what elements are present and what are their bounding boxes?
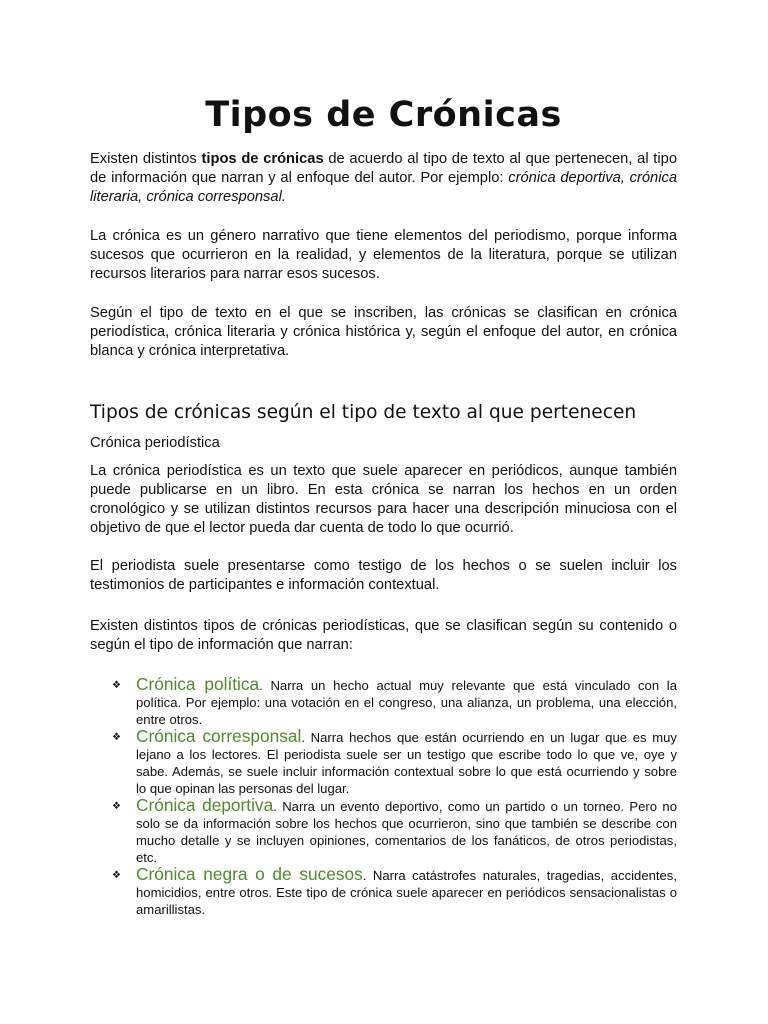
bullet-text: . Narra un hecho actual muy relevante que está vinculado con la política. Por ejemplo: una votación en el congreso, una alianza, un problema, una elección, entre otros.	[136, 678, 677, 727]
bullet-text: . Narra hechos que están ocurriendo en un lugar que es muy lejano a los lectores. El periodista suele ser un testigo que escribe todo lo que ve, oye y sabe. Además, se suele incluir información contextual sobre lo que está ocurriendo y sobre lo que opinan las personas del lugar.	[136, 730, 677, 796]
bullet-term: Crónica deportiva	[136, 795, 274, 815]
diamond-bullet-icon: ❖	[112, 732, 121, 743]
paragraph-periodistica: La crónica periodística es un texto que suele aparecer en periódicos, aunque también puede publicarse en un libro. En esta crónica se narran los hechos en un orden cronológico y se utilizan distintos recursos para hacer una descripción minuciosa con el objetivo de que el lector pueda dar cuenta de todo lo que ocurrió.	[90, 463, 677, 536]
section-heading: Tipos de crónicas según el tipo de texto al que pertenecen	[90, 402, 637, 423]
list-item	[90, 728, 677, 797]
bullet-text: . Narra catástrofes naturales, tragedias, accidentes, homicidios, entre otros. Este tipo de crónica suele aparecer en periódicos sensacionalistas o amarillistas.	[136, 868, 677, 917]
paragraph-classification: Según el tipo de texto en el que se inscriben, las crónicas se clasifican en crónica periodística, crónica literaria y crónica histórica y, según el enfoque del autor, en crónica blanca y crónica interpretativa.	[90, 305, 677, 359]
intro-middle: de acuerdo al tipo de texto al que pertenecen, al tipo de información que narran y al enfoque del autor. Por ejemplo:	[90, 151, 677, 186]
intro-examples: crónica deportiva, crónica literaria, crónica corresponsal.	[90, 170, 677, 205]
bullet-term: Crónica corresponsal	[136, 726, 302, 746]
paragraph-types: Existen distintos tipos de crónicas periodísticas, que se clasifican según su contenido o según el tipo de información que narran:	[90, 618, 677, 653]
subheading: Crónica periodística	[90, 435, 220, 451]
diamond-bullet-icon: ❖	[112, 801, 121, 812]
intro-paragraph	[90, 150, 677, 207]
list-item	[90, 797, 677, 866]
page-title: Tipos de Crónicas	[205, 95, 562, 135]
intro-bold-term: tipos de crónicas	[201, 151, 324, 167]
diamond-bullet-icon: ❖	[112, 870, 121, 881]
list-item	[90, 866, 677, 918]
paragraph-definition: La crónica es un género narrativo que tiene elementos del periodismo, porque informa sucesos que ocurrieron en la realidad, y elementos de la literatura, porque se utilizan recursos literarios para narrar esos sucesos.	[90, 228, 677, 282]
list-item	[90, 676, 677, 728]
bullet-term: Crónica política	[136, 674, 260, 694]
diamond-bullet-icon: ❖	[112, 680, 121, 691]
document-page	[90, 0, 677, 1024]
bullet-term: Crónica negra o de sucesos	[136, 864, 363, 884]
bullet-text: . Narra un evento deportivo, como un partido o un torneo. Pero no solo se da información sobre los hechos que ocurrieron, sino que también se describe con mucho detalle y se incluyen opiniones, comentarios de los fanáticos, de otros periodistas, etc.	[136, 799, 677, 865]
paragraph-witness: El periodista suele presentarse como testigo de los hechos o se suelen incluir los testimonios de participantes e información contextual.	[90, 558, 677, 593]
intro-lead: Existen distintos	[90, 151, 202, 167]
cronica-types-list	[90, 676, 677, 918]
